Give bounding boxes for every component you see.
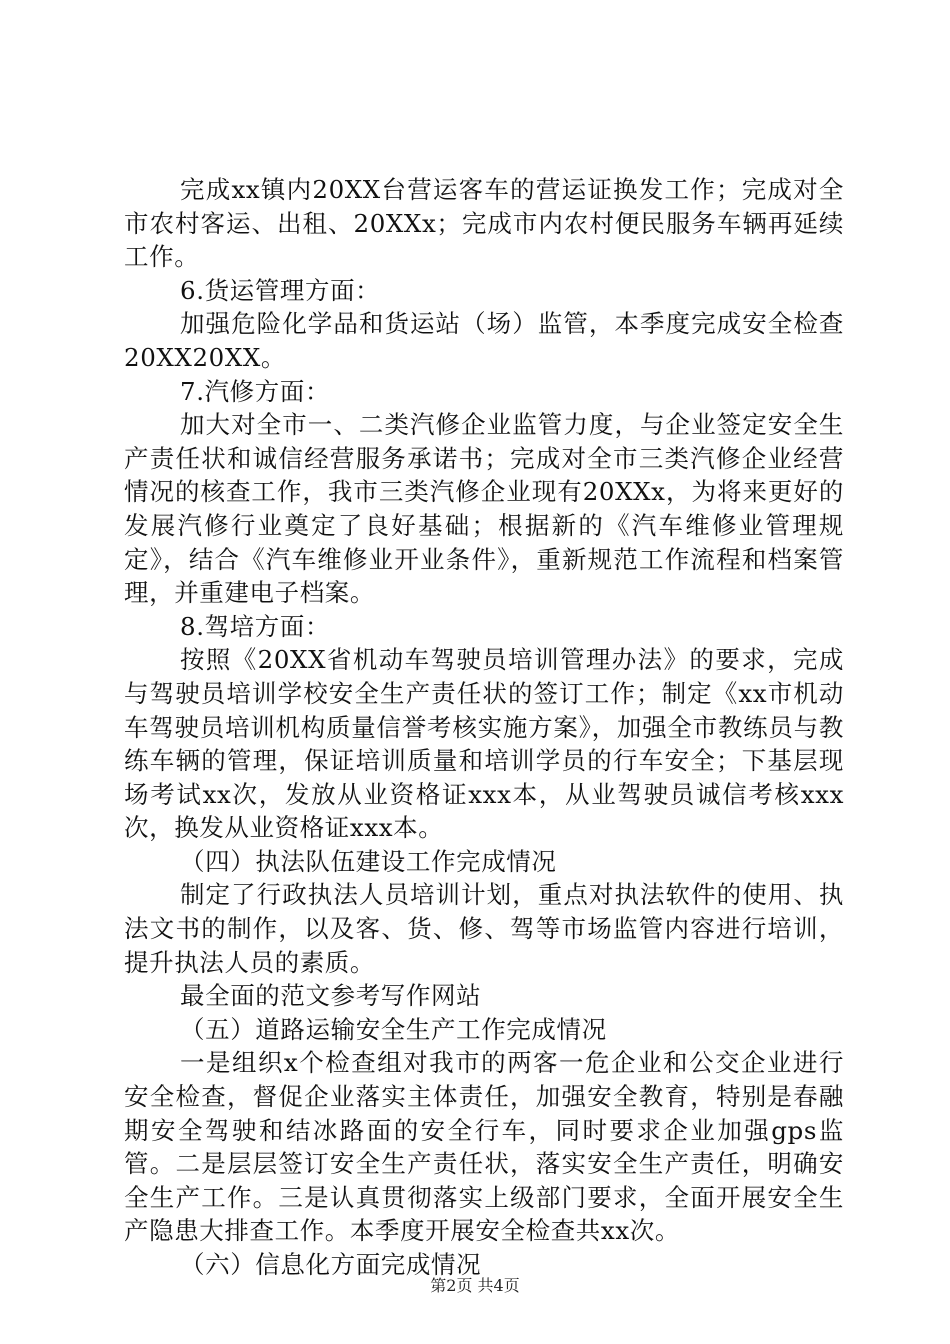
- page-footer: 第2页 共4页: [430, 1276, 520, 1295]
- heading-road-safety: （五）道路运输安全生产工作完成情况: [180, 1014, 607, 1044]
- heading-enforcement-team: （四）执法队伍建设工作完成情况: [180, 846, 557, 876]
- document-body: [124, 173, 844, 1282]
- paragraph-driver-training: 按照《20XX省机动车驾驶员培训管理办法》的要求，完成与驾驶员培训学校安全生产责任状的签订工作；制定《xx市机动车驾驶员培训机构质量信誉考核实施方案》，加强全市教练员与教练车辆的管理，保证培训质量和培训学员的行车安全；下基层现场考试xx次，发放从业资格证xxx本，从业驾驶员诚信考核xxx次，换发从业资格证xxx本。: [124, 645, 844, 843]
- heading-freight-management: 6.货运管理方面：: [180, 275, 381, 305]
- paragraph-auto-repair: 加大对全市一、二类汽修企业监管力度，与企业签定安全生产责任状和诚信经营服务承诺书；完成对全市三类汽修企业经营情况的核查工作，我市三类汽修企业现有20XXx，为将来更好的发展汽修行业奠定了良好基础；根据新的《汽车维修业管理规定》，结合《汽车维修业开业条件》，重新规范工作流程和档案管理，并重建电子档案。: [124, 410, 844, 608]
- paragraph-enforcement-team: 制定了行政执法人员培训计划，重点对执法软件的使用、执法文书的制作，以及客、货、修、驾等市场监管内容进行培训，提升执法人员的素质。: [124, 880, 844, 977]
- paragraph-freight: 加强危险化学品和货运站（场）监管，本季度完成安全检查20XX20XX。: [124, 309, 844, 372]
- heading-informatization: （六）信息化方面完成情况: [180, 1250, 482, 1279]
- paragraph-road-safety: 一是组织x个检查组对我市的两客一危企业和公交企业进行安全检查，督促企业落实主体责任，加强安全教育，特别是春融期安全驾驶和结冰路面的安全行车，同时要求企业加强gps监管。二是层层签订安全生产责任状，落实安全生产责任，明确安全生产工作。三是认真贯彻落实上级部门要求，全面开展安全生产隐患大排查工作。本季度开展安全检查共xx次。: [124, 1048, 844, 1246]
- heading-driver-training: 8.驾培方面：: [180, 611, 331, 641]
- watermark-line: 最全面的范文参考写作网站: [180, 981, 482, 1011]
- heading-auto-repair: 7.汽修方面：: [180, 376, 331, 406]
- paragraph-permit-renewal: 完成xx镇内20XX台营运客车的营运证换发工作；完成对全市农村客运、出租、20XXx；完成市内农村便民服务车辆再延续工作。: [124, 175, 844, 272]
